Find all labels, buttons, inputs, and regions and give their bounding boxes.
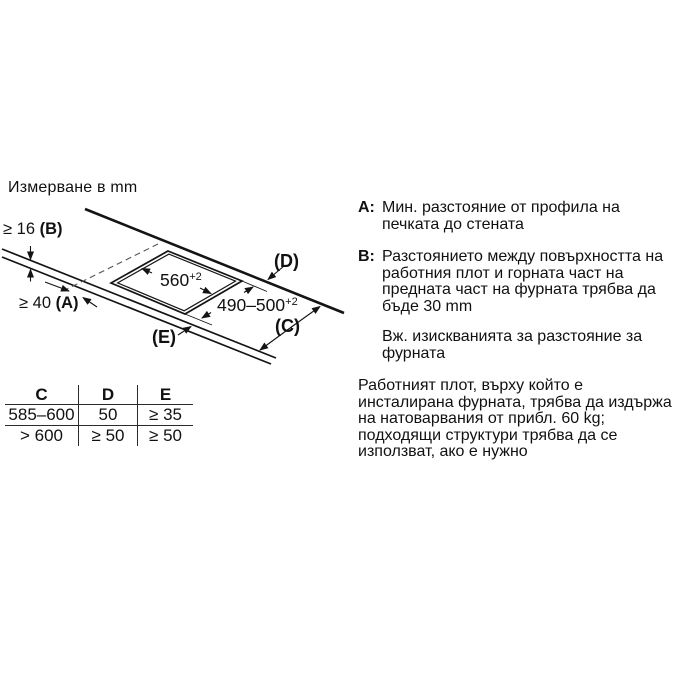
table-header-c: C [5, 385, 79, 405]
worktop-load-paragraph: Работният плот, върху който е инсталирана фурната, трябва да издържа на натоварвания от прибл. 60 kg; подходящи структури трябва да се използват, ако е нужно [358, 377, 672, 460]
dim-depth-text [217, 295, 298, 316]
dim-b-value: ≥ 16 [3, 220, 40, 238]
label-e: (E) [152, 327, 176, 347]
note-b-reference: Вж. изискванията за разстояние за фурната [382, 328, 643, 362]
table-cell: ≥ 35 [138, 405, 193, 426]
dim-a-value: ≥ 40 [19, 294, 56, 312]
dim-b-letter: (B) [39, 220, 63, 238]
table-cell: > 600 [5, 426, 79, 446]
table-header-d: D [79, 385, 138, 405]
note-b [358, 249, 693, 315]
note-a [358, 200, 693, 233]
page-title: Измерване в mm [8, 179, 138, 196]
label-d: (D) [274, 251, 299, 271]
dim-a-label [19, 294, 78, 313]
label-c: (C) [275, 316, 300, 336]
dim-b-label [3, 220, 62, 239]
dim-width-value: 560 [160, 270, 190, 290]
dim-a-letter: (A) [55, 294, 79, 312]
dim-depth-tolerance: +2 [285, 296, 298, 308]
note-a-label: A: [358, 199, 375, 216]
table-header-e: E [138, 385, 193, 405]
table-cell: 585–600 [5, 405, 79, 426]
note-b-text: Разстоянието между повърхността на работния плот и горната част на предната част на фурната трябва да бъде 30 mm [382, 248, 664, 315]
table-cell: 50 [79, 405, 138, 426]
note-b-label: B: [358, 248, 375, 265]
note-a-text: Мин. разстояние от профила на печката до стената [382, 199, 620, 233]
dim-depth-value: 490–500 [217, 295, 286, 315]
dim-width-tolerance: +2 [189, 271, 202, 283]
table-cell: ≥ 50 [79, 426, 138, 446]
dimension-table [5, 385, 193, 446]
dim-width-text [160, 270, 202, 291]
table-cell: ≥ 50 [149, 426, 182, 445]
